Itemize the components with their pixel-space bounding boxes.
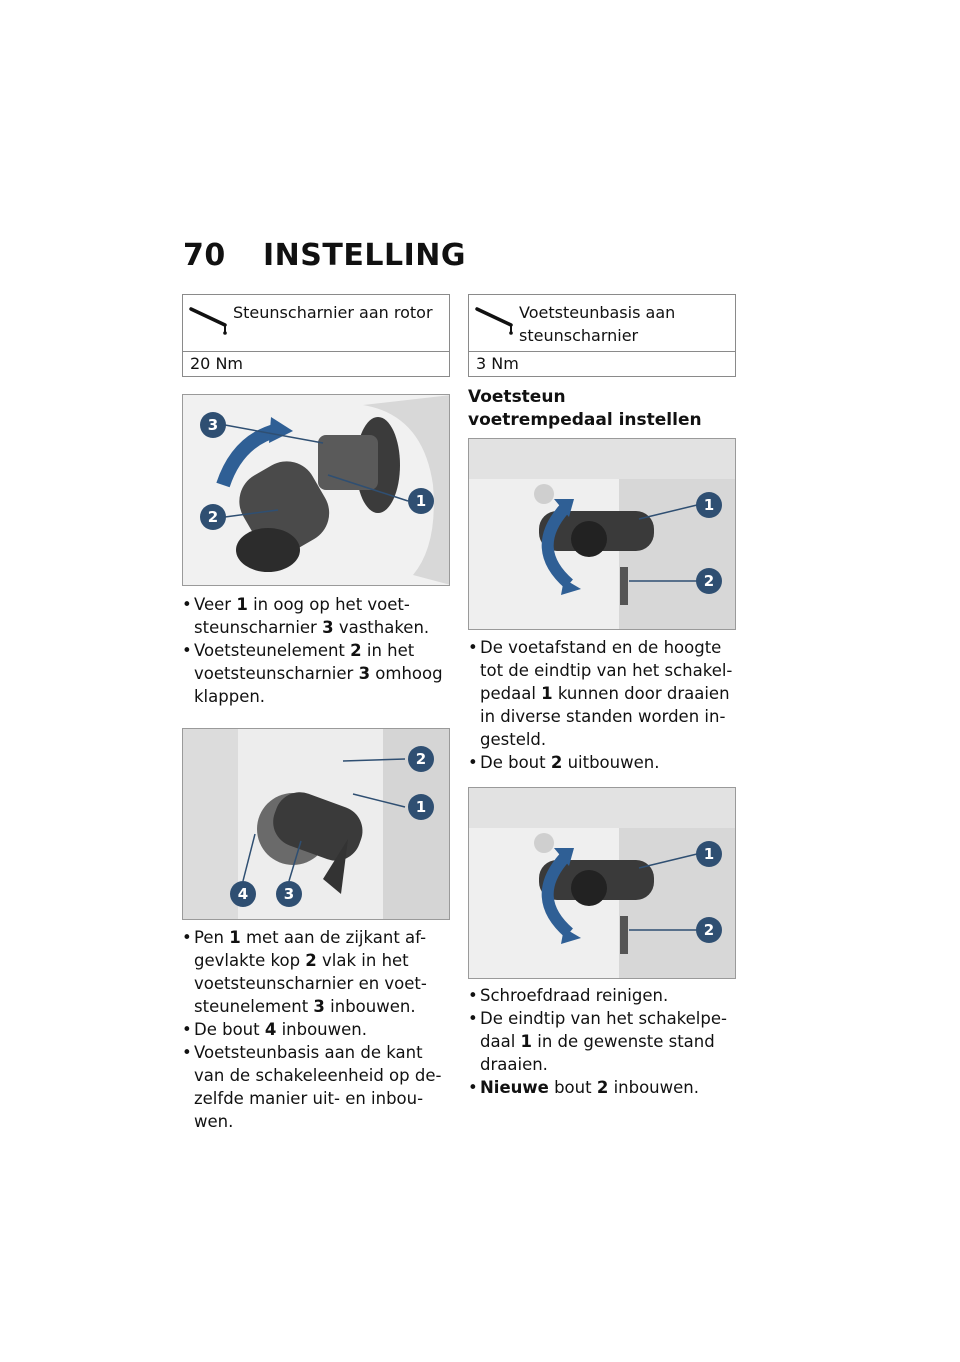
steps-list-3: [468, 636, 736, 774]
page-number: 70: [183, 238, 226, 273]
step-item: • Pen 1 met aan de zijkant af-gevlakte kop 2 vlak in het voetsteunscharnier en voet-steunelement 3 inbouwen.: [182, 926, 450, 1018]
left-column: [182, 294, 450, 1133]
callout-2: 2: [703, 572, 715, 590]
photo-pin-bolt: [182, 728, 450, 920]
step-item: • Voetsteunbasis aan de kant van de schakeleenheid op de-zelfde manier uit- en inbou-wen.: [182, 1041, 450, 1133]
step-item: • Voetsteunelement 2 in het voetsteunscharnier 3 omhoog klappen.: [182, 639, 450, 708]
step-item: • De eindtip van het schakelpe-daal 1 in de gewenste stand draaien.: [468, 1007, 736, 1076]
callout-2: 2: [207, 508, 219, 526]
page-title: INSTELLING: [263, 238, 466, 273]
torque-value: 3 Nm: [476, 354, 519, 373]
torque-spec-box: [468, 294, 736, 377]
callout-2: 2: [415, 750, 427, 768]
step-item: • De voetafstand en de hoogte tot de eindtip van het schakel-pedaal 1 kunnen door draaien in diverse standen worden in-gesteld.: [468, 636, 736, 751]
callout-1: 1: [415, 492, 427, 510]
right-column: [468, 294, 736, 1099]
callout-3: 3: [283, 885, 295, 903]
callout-1: 1: [415, 798, 427, 816]
steps-list-2: [182, 926, 450, 1133]
torque-wrench-icon: [475, 305, 515, 335]
callout-2: 2: [703, 921, 715, 939]
photo-shift-pedal-2: [468, 787, 736, 979]
callout-3: 3: [207, 416, 219, 434]
step-item: • Veer 1 in oog op het voet-steunscharnier 3 vasthaken.: [182, 593, 450, 639]
step-item: • Schroefdraad reinigen.: [468, 984, 736, 1007]
steps-list-1: [182, 593, 450, 708]
torque-wrench-icon: [189, 305, 229, 335]
section-title: Voetsteun voetrempedaal instellen: [468, 387, 702, 430]
step-item: • De bout 4 inbouwen.: [182, 1018, 450, 1041]
photo-shift-pedal-1: [468, 438, 736, 630]
torque-value: 20 Nm: [190, 354, 243, 373]
photo-footrest-hinge: [182, 394, 450, 586]
torque-label: Steunscharnier aan rotor: [233, 303, 433, 322]
page-header: [183, 238, 466, 273]
steps-list-4: [468, 984, 736, 1099]
callout-4: 4: [237, 885, 249, 903]
torque-label: Voetsteunbasis aan steunscharnier: [519, 303, 676, 345]
callout-1: 1: [703, 496, 715, 514]
callout-1: 1: [703, 845, 715, 863]
step-item: • Nieuwe bout 2 inbouwen.: [468, 1076, 736, 1099]
torque-spec-head: [183, 295, 449, 352]
torque-spec-head: [469, 295, 735, 352]
torque-spec-box: [182, 294, 450, 377]
step-item: • De bout 2 uitbouwen.: [468, 751, 736, 774]
